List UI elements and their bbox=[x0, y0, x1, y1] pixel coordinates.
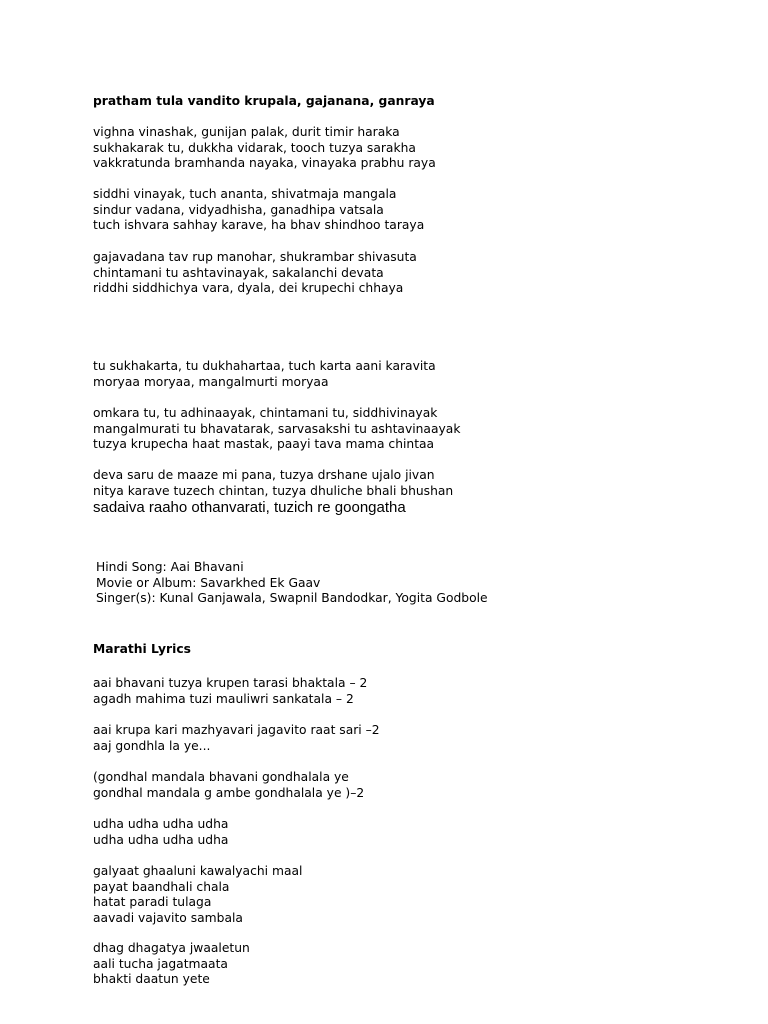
stanza bbox=[93, 468, 453, 517]
lyric-line: vakkratunda bramhanda nayaka, vinayaka prabhu raya bbox=[93, 156, 436, 171]
marathi-lyrics-heading: Marathi Lyrics bbox=[93, 642, 191, 656]
lyric-line: tuzya krupecha haat mastak, paayi tava mama chintaa bbox=[93, 437, 435, 452]
lyric-line: mangalmurati tu bhavatarak, sarvasakshi tu ashtavinaayak bbox=[93, 421, 461, 436]
lyric-line: galyaat ghaaluni kawalyachi maal bbox=[93, 864, 303, 878]
stanza bbox=[93, 250, 417, 297]
song-title bbox=[93, 93, 435, 109]
lyric-line: bhakti daatun yete bbox=[93, 972, 210, 987]
stanza bbox=[93, 406, 460, 453]
lyric-line: gondhal mandala g ambe gondhalala ye )–2 bbox=[93, 785, 365, 800]
stanza bbox=[93, 817, 228, 848]
lyric-line: nitya karave tuzech chintan, tuzya dhuliche bhali bhushan bbox=[93, 483, 454, 498]
song-title-text: pratham tula vandito krupala, gajanana, ganraya bbox=[93, 94, 435, 108]
song-info bbox=[96, 560, 488, 607]
lyric-line: udha udha udha udha bbox=[93, 832, 229, 847]
lyric-line: deva saru de maaze mi pana, tuzya drshane ujalo jivan bbox=[93, 468, 435, 482]
singers: Singer(s): Kunal Ganjawala, Swapnil Bandodkar, Yogita Godbole bbox=[96, 591, 488, 606]
lyric-line: aai bhavani tuzya krupen tarasi bhaktala – 2 bbox=[93, 676, 368, 690]
section-heading bbox=[93, 641, 191, 657]
lyric-line: aaj gondhla la ye... bbox=[93, 738, 211, 753]
lyric-line: aai krupa kari mazhyavari jagavito raat sari –2 bbox=[93, 723, 380, 737]
lyric-line: hatat paradi tulaga bbox=[93, 895, 212, 910]
lyric-line: moryaa moryaa, mangalmurti moryaa bbox=[93, 374, 329, 389]
stanza bbox=[93, 864, 302, 926]
stanza bbox=[93, 187, 424, 234]
lyric-line: payat baandhali chala bbox=[93, 879, 230, 894]
stanza bbox=[93, 770, 364, 801]
stanza bbox=[93, 125, 436, 172]
lyric-line: omkara tu, tu adhinaayak, chintamani tu, siddhivinayak bbox=[93, 406, 438, 420]
lyric-line: tuch ishvara sahhay karave, ha bhav shindhoo taraya bbox=[93, 218, 425, 233]
lyric-line: dhag dhagatya jwaaletun bbox=[93, 941, 250, 955]
lyric-line: siddhi vinayak, tuch ananta, shivatmaja mangala bbox=[93, 187, 397, 201]
lyric-line: vighna vinashak, gunijan palak, durit timir haraka bbox=[93, 125, 400, 139]
lyric-line: aavadi vajavito sambala bbox=[93, 910, 243, 925]
stanza bbox=[93, 723, 380, 754]
album-name: Movie or Album: Savarkhed Ek Gaav bbox=[96, 575, 321, 590]
lyric-line: agadh mahima tuzi mauliwri sankatala – 2 bbox=[93, 691, 354, 706]
lyric-line: gajavadana tav rup manohar, shukrambar shivasuta bbox=[93, 250, 417, 264]
stanza bbox=[93, 676, 367, 707]
lyric-line: chintamani tu ashtavinayak, sakalanchi devata bbox=[93, 265, 384, 280]
lyric-line-large: sadaiva raaho othanvarati, tuzich re goongatha bbox=[93, 499, 406, 517]
stanza bbox=[93, 359, 436, 390]
lyric-line: riddhi siddhichya vara, dyala, dei krupechi chhaya bbox=[93, 281, 404, 296]
lyric-line: udha udha udha udha bbox=[93, 817, 229, 831]
song-name: Hindi Song: Aai Bhavani bbox=[96, 560, 244, 574]
lyric-line: tu sukhakarta, tu dukhahartaa, tuch karta aani karavita bbox=[93, 359, 436, 373]
lyric-line: sukhakarak tu, dukkha vidarak, tooch tuzya sarakha bbox=[93, 140, 416, 155]
lyric-line: aali tucha jagatmaata bbox=[93, 956, 228, 971]
stanza bbox=[93, 941, 250, 988]
lyric-line: (gondhal mandala bhavani gondhalala ye bbox=[93, 770, 349, 784]
lyric-line: sindur vadana, vidyadhisha, ganadhipa vatsala bbox=[93, 202, 384, 217]
